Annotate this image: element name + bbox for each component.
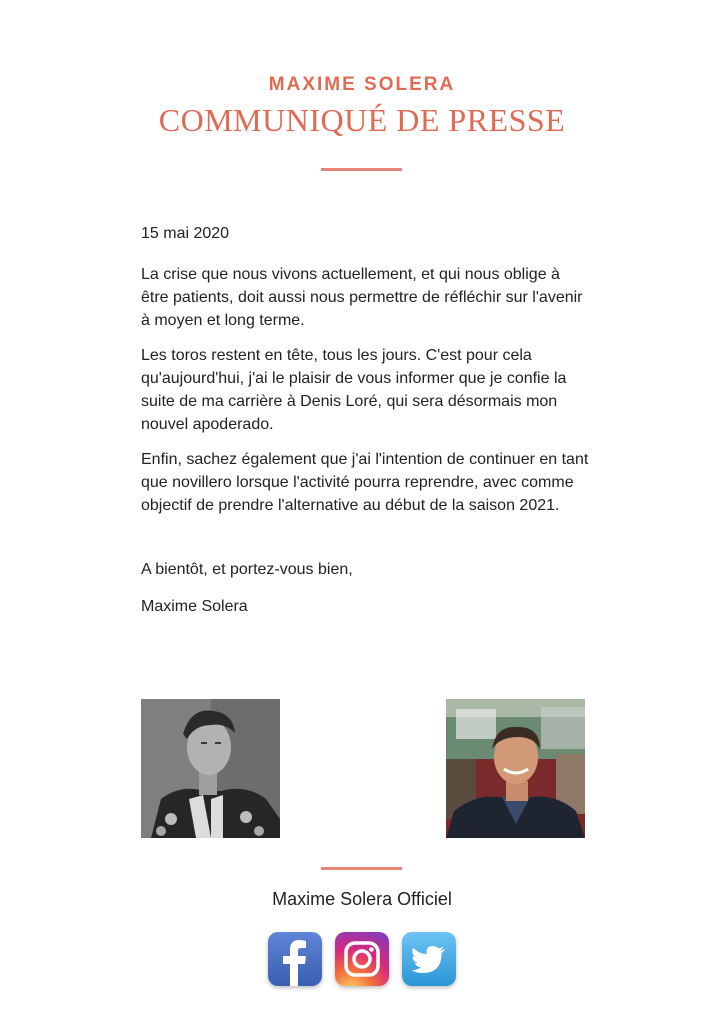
- letter-body: [141, 222, 591, 618]
- facebook-icon: [268, 932, 322, 986]
- letter-date: 15 mai 2020: [141, 225, 230, 242]
- matador-photo: [141, 699, 280, 838]
- footer-name: Maxime Solera Officiel: [272, 889, 452, 909]
- paragraph-2: Les toros restent en tête, tous les jours. C'est pour cela qu'aujourd'hui, j'ai le plaisir de vous informer que je confie la suite de ma carrière à Denis Loré, qui sera désormais mon nouvel apoderado.: [141, 347, 567, 433]
- page-title: COMMUNIQUÉ DE PRESSE: [158, 102, 566, 138]
- closing-line: A bientôt, et portez-vous bien,: [141, 561, 353, 578]
- facebook-link[interactable]: [268, 932, 322, 986]
- bottom-divider: [321, 867, 402, 870]
- apoderado-photo: [446, 699, 585, 838]
- twitter-icon: [402, 932, 456, 986]
- instagram-icon: [335, 932, 389, 986]
- signature: Maxime Solera: [141, 598, 248, 615]
- paragraph-3: Enfin, sachez également que j'ai l'intention de continuer en tant que novillero lorsque l'activité pourra reprendre, avec comme objectif de prendre l'alternative au début de la saison 2021.: [141, 451, 589, 514]
- paragraph-1: La crise que nous vivons actuellement, et qui nous oblige à être patients, doit aussi nous permettre de réfléchir sur l'avenir à moyen et long terme.: [141, 266, 583, 329]
- header-name: MAXIME SOLERA: [268, 74, 456, 95]
- twitter-link[interactable]: [402, 932, 456, 986]
- top-divider: [321, 168, 402, 171]
- instagram-link[interactable]: [335, 932, 389, 986]
